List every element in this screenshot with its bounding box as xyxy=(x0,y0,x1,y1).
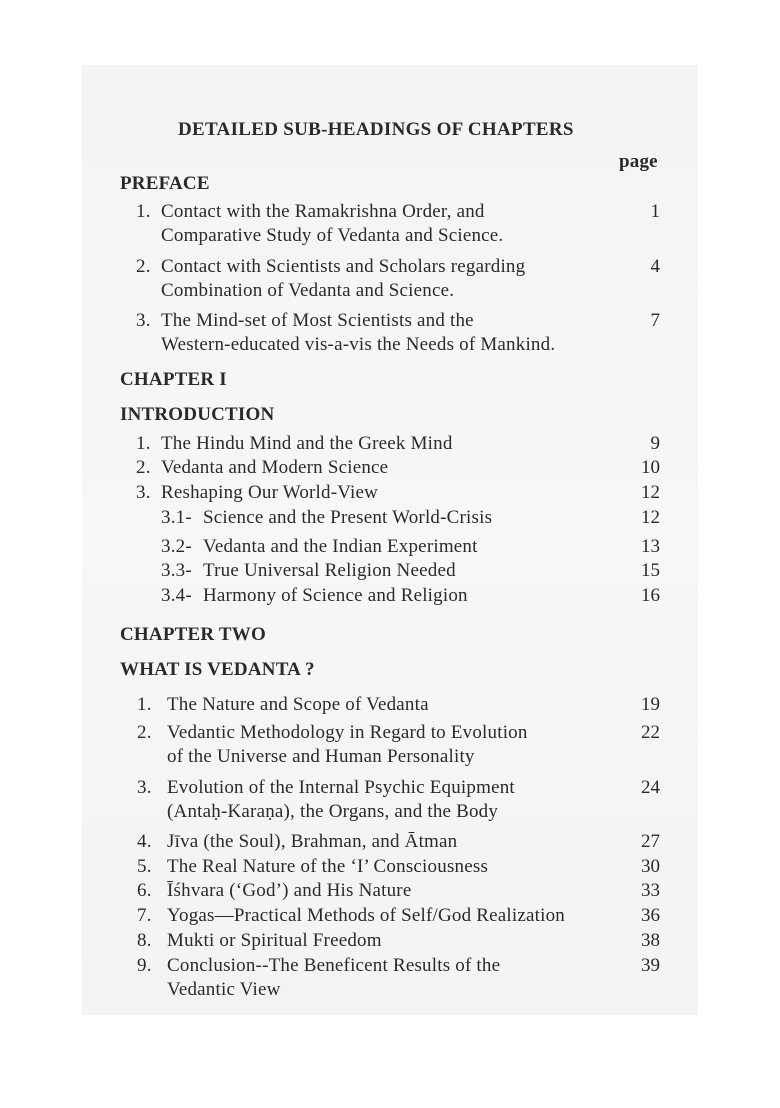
entry-text: Reshaping Our World-View xyxy=(161,482,379,503)
entry-number: 2. xyxy=(136,256,151,277)
chapter-heading: CHAPTER I xyxy=(120,369,227,390)
entry-number: 2. xyxy=(136,457,151,478)
entry-text: Combination of Vedanta and Science. xyxy=(161,280,455,301)
entry-text: Vedantic Methodology in Regard to Evolution xyxy=(167,722,528,743)
entry-page: 24 xyxy=(641,777,660,798)
chapter-subtitle: INTRODUCTION xyxy=(120,404,275,425)
entry-number: 1. xyxy=(136,433,151,454)
entry-text: Vedanta and the Indian Experiment xyxy=(203,536,478,557)
entry-text: Harmony of Science and Religion xyxy=(203,585,468,606)
entry-text: Mukti or Spiritual Freedom xyxy=(167,930,382,951)
entry-number: 3. xyxy=(136,482,151,503)
entry-text: Contact with the Ramakrishna Order, and xyxy=(161,201,485,222)
entry-page: 9 xyxy=(650,433,660,454)
entry-number: 6. xyxy=(137,880,152,901)
entry-text: The Nature and Scope of Vedanta xyxy=(167,694,429,715)
entry-page: 10 xyxy=(641,457,660,478)
entry-text: Conclusion--The Beneficent Results of the xyxy=(167,955,501,976)
entry-page: 36 xyxy=(641,905,660,926)
entry-text: The Mind-set of Most Scientists and the xyxy=(161,310,474,331)
entry-page: 12 xyxy=(641,507,660,528)
entry-page: 13 xyxy=(641,536,660,557)
entry-text: Īśhvara (‘God’) and His Nature xyxy=(167,880,412,901)
entry-number: 3.1- xyxy=(161,507,192,528)
entry-page: 38 xyxy=(641,930,660,951)
entry-text: Vedantic View xyxy=(167,979,281,1000)
entry-number: 3.4- xyxy=(161,585,192,606)
chapter-subtitle: WHAT IS VEDANTA ? xyxy=(120,659,315,680)
entry-page: 16 xyxy=(641,585,660,606)
entry-number: 8. xyxy=(137,930,152,951)
entry-number: 1. xyxy=(137,694,152,715)
entry-text: Comparative Study of Vedanta and Science. xyxy=(161,225,504,246)
entry-page: 33 xyxy=(641,880,660,901)
entry-text: Evolution of the Internal Psychic Equipment xyxy=(167,777,515,798)
entry-number: 3.3- xyxy=(161,560,192,581)
page-title: DETAILED SUB-HEADINGS OF CHAPTERS xyxy=(178,119,574,140)
entry-text: Contact with Scientists and Scholars regarding xyxy=(161,256,526,277)
page-column-label: page xyxy=(619,151,658,172)
entry-text: The Real Nature of the ‘I’ Consciousness xyxy=(167,856,489,877)
entry-page: 39 xyxy=(641,955,660,976)
entry-page: 12 xyxy=(641,482,660,503)
entry-number: 4. xyxy=(137,831,152,852)
entry-page: 15 xyxy=(641,560,660,581)
preface-heading: PREFACE xyxy=(120,173,210,194)
entry-text: Science and the Present World-Crisis xyxy=(203,507,493,528)
entry-page: 27 xyxy=(641,831,660,852)
entry-text: (Antaḥ-Karaṇa), the Organs, and the Body xyxy=(167,801,499,822)
entry-page: 4 xyxy=(650,256,660,277)
entry-text: Western-educated vis-a-vis the Needs of Mankind. xyxy=(161,334,556,355)
entry-text: Yogas—Practical Methods of Self/God Realization xyxy=(167,905,565,926)
entry-page: 30 xyxy=(641,856,660,877)
entry-number: 3. xyxy=(137,777,152,798)
entry-number: 7. xyxy=(137,905,152,926)
entry-page: 7 xyxy=(650,310,660,331)
entry-number: 3. xyxy=(136,310,151,331)
entry-text: True Universal Religion Needed xyxy=(203,560,456,581)
entry-number: 1. xyxy=(136,201,151,222)
entry-number: 3.2- xyxy=(161,536,192,557)
entry-text: Vedanta and Modern Science xyxy=(161,457,389,478)
entry-text: The Hindu Mind and the Greek Mind xyxy=(161,433,453,454)
entry-page: 22 xyxy=(641,722,660,743)
entry-number: 2. xyxy=(137,722,152,743)
entry-number: 9. xyxy=(137,955,152,976)
entry-page: 1 xyxy=(650,201,660,222)
entry-number: 5. xyxy=(137,856,152,877)
entry-text: Jīva (the Soul), Brahman, and Ātman xyxy=(167,831,458,852)
entry-page: 19 xyxy=(641,694,660,715)
entry-text: of the Universe and Human Personality xyxy=(167,746,475,767)
chapter-heading: CHAPTER TWO xyxy=(120,624,266,645)
